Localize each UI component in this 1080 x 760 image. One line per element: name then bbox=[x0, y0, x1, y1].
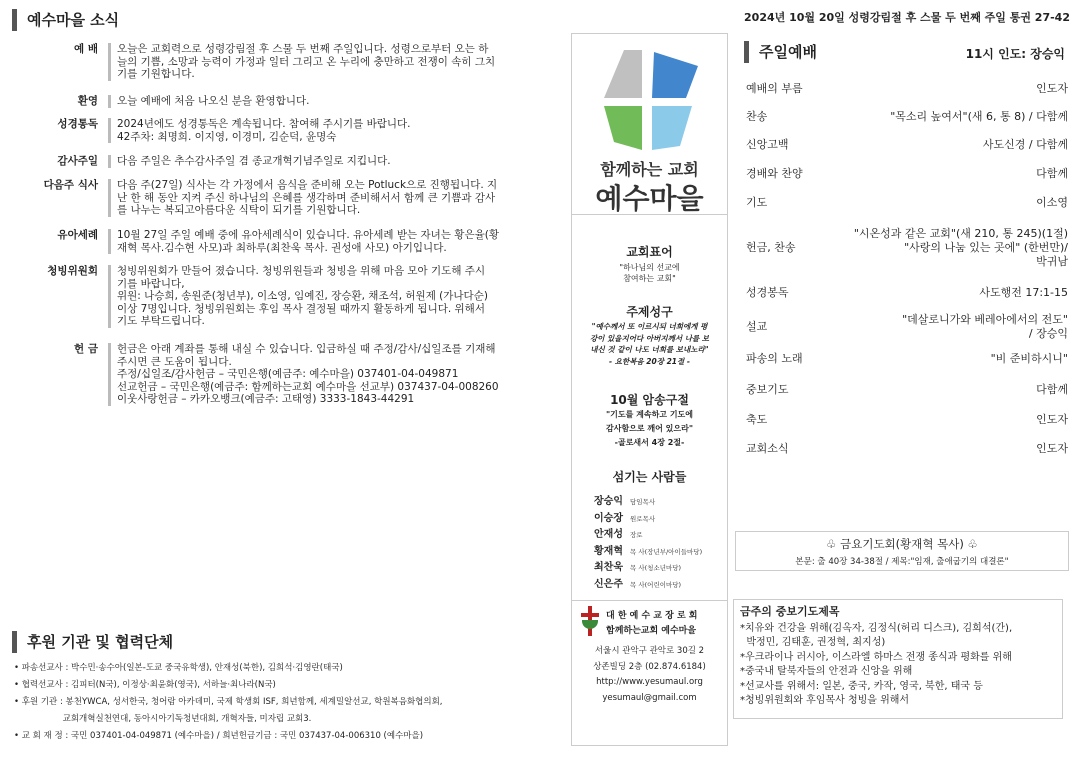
server-name: 이승장 bbox=[594, 512, 623, 524]
sponsors-list bbox=[14, 660, 554, 745]
worship-item: 성경봉독 bbox=[746, 286, 789, 299]
friday-title: ♧ 금요기도회(황재혁 목사) ♧ bbox=[826, 537, 978, 551]
news-label: 감사주일 bbox=[57, 155, 98, 167]
news-text: 오늘 예배에 처음 나오신 분을 환영합니다. bbox=[108, 95, 537, 108]
denomination-cross-icon bbox=[580, 606, 600, 636]
worship-row bbox=[746, 352, 1068, 366]
news-text: 2024년에도 성경통독은 계속됩니다. 참여해 주시기를 바랍니다. 42주차: 최명희. 이지영, 이경미, 김순덕, 윤명숙 bbox=[108, 118, 537, 143]
logo-shape-blue bbox=[652, 52, 698, 98]
motto-title: 교회표어 bbox=[626, 245, 673, 259]
worship-leader: 다함께 bbox=[1036, 383, 1068, 396]
worship-item: 기도 bbox=[746, 196, 768, 209]
prayer-item: *중국내 탈북자들의 안전과 신앙을 위해 bbox=[740, 666, 913, 677]
server-row bbox=[594, 492, 702, 509]
motto: "하나님의 선교에 참여하는 교회" bbox=[619, 263, 680, 283]
news-text: 다음 주일은 추수감사주일 겸 종교개혁기념주일로 지킵니다. bbox=[108, 155, 537, 168]
worship-time: 11시 인도: 장승익 bbox=[965, 47, 1065, 61]
prayer-list bbox=[740, 622, 1056, 709]
church-full-name: 함께하는교회 예수마을 bbox=[606, 626, 697, 636]
servers-title: 섬기는 사람들 bbox=[612, 470, 687, 484]
server-role: 담임목사 bbox=[630, 498, 656, 506]
server-name: 안재성 bbox=[594, 529, 623, 540]
worship-title: 주일예배 bbox=[744, 41, 817, 63]
worship-leader: "데살로니가와 베레아에서의 전도" / 장승익 bbox=[902, 313, 1068, 340]
prayer-item: 박정민, 김태훈, 권정혁, 최지성) bbox=[740, 637, 886, 648]
memory-title: 10월 암송구절 bbox=[610, 393, 689, 407]
news-text: 청빙위원회가 만들어 졌습니다. 청빙위원들과 청빙을 위해 마음 모아 기도해 주시 기를 바랍니다, 위원: 나승희, 송원준(청년부), 이소영, 임예진, 장승환, 채조석, 허원제 (가나다순) 이상 7명입니다. 청빙위원회는 후임 목사 결정될 때까지 활동하게 됩니다. 위해서 기도 부탁드립니다. bbox=[108, 265, 537, 328]
worship-item: 찬송 bbox=[746, 110, 768, 123]
church-address: 서울시 관악구 관악로 30길 2 상존빌딩 2층 (02.874.6184) http://www.yesumaul.org yesumaul@gmail.com bbox=[593, 646, 706, 703]
worship-leader: "목소리 높여서"(새 6, 통 8) / 다함께 bbox=[890, 110, 1068, 123]
news-text: 다음 주(27일) 식사는 각 가정에서 음식을 준비해 오는 Potluck으로 진행됩니다. 지 난 한 해 동안 지켜 주신 하나님의 은혜를 생각하며 준비해서서 함께 큰 기쁨과 감사 를 나누는 복되고아름다운 식탁이 되기를 기원합니다. bbox=[108, 179, 537, 217]
server-role: 장로 bbox=[630, 531, 643, 539]
worship-item: 파송의 노래 bbox=[746, 352, 803, 365]
worship-row bbox=[746, 167, 1068, 181]
news-text: 헌금은 아래 계좌를 통해 내실 수 있습니다. 입금하실 때 주정/감사/십일조를 기재해 주시면 큰 도움이 됩니다. 주정/십일조/감사헌금 – 국민은행(예금주: 예수마을) 037401-04-049871 선교헌금 – 국민은행(예금주: 함께하는교회 예수마을 선교부) 037437-04-008260 이웃사랑헌금 – 카카오뱅크(예금주: 고태영) 3333-1843-44291 bbox=[108, 343, 537, 406]
worship-row bbox=[746, 383, 1068, 397]
prayer-item: *선교사를 위해서: 일본, 중국, 카작, 영국, 북한, 태국 등 bbox=[740, 680, 983, 692]
sponsors-title: 후원 기관 및 협력단체 bbox=[12, 631, 173, 653]
server-row bbox=[594, 558, 702, 575]
memory-verse: "기도를 계속하고 기도에 감사함으로 깨어 있으라" -골로새서 4장 2절- bbox=[605, 410, 694, 447]
news-label: 성경통독 bbox=[57, 118, 98, 130]
worship-leader: 인도자 bbox=[1036, 442, 1068, 455]
sponsor-line: • 후원 기관 : 봉천YWCA, 성서한국, 청어람 아카데미, 국제 학생회 ISF, 희년함께, 세계밀알선교, 학원복음화협의회, bbox=[14, 697, 443, 707]
sponsor-line: • 협력선교사 : 김피터(N국), 이정상·최윤화(영국), 서하늘·최나라(N국) bbox=[14, 680, 276, 690]
prayer-item: *치유와 건강을 위해(김옥자, 김정식(허리 디스크), 김희석(간), bbox=[740, 622, 1013, 634]
news-text: 오늘은 교회력으로 성령강림절 후 스물 두 번째 주일입니다. 성령으로부터 오는 하 늘의 기쁨, 소망과 능력이 가정과 일터 그리고 온 누리에 충만하고 전쟁이 속히 그치 기를 기원합니다. bbox=[108, 43, 537, 81]
denomination: 대 한 예 수 교 장 로 회 bbox=[606, 611, 698, 621]
worship-leader: 사도신경 / 다함께 bbox=[982, 138, 1068, 151]
server-name: 최찬욱 bbox=[594, 562, 623, 573]
worship-item: 중보기도 bbox=[746, 383, 789, 396]
prayer-item: *우크라이나 러시아, 이스라엘 하마스 전쟁 종식과 평화를 위해 bbox=[740, 651, 1012, 663]
worship-item: 축도 bbox=[746, 413, 768, 426]
issue-line: 2024년 10월 20일 성령강림절 후 스물 두 번째 주일 통권 27-42 bbox=[744, 11, 1070, 24]
news-text: 10월 27일 주일 예배 중에 유아세례식이 있습니다. 유아세례 받는 자녀는 황은율(황 재혁 목사.김수현 사모)과 최하루(최찬욱 목사. 권성애 사모) 아기입니다. bbox=[108, 229, 537, 254]
server-role: 원로목사 bbox=[630, 514, 656, 523]
sponsor-line: • 파송선교사 : 박수민·송수아(일본-도쿄 중국유학생), 안재성(북한), 김희석·김영란(태국) bbox=[14, 663, 343, 673]
worship-row bbox=[746, 227, 1068, 269]
church-name: 예수마을 bbox=[595, 182, 704, 215]
worship-leader: "시온성과 같은 교회"(새 210, 통 245)(1절) "사랑의 나눔 있는 곳에" (한번만)/ 박귀남 bbox=[853, 227, 1068, 268]
server-name: 신은주 bbox=[594, 578, 623, 590]
theme-title: 주제성구 bbox=[626, 305, 673, 319]
worship-row bbox=[746, 313, 1068, 341]
worship-item: 경배와 찬양 bbox=[746, 167, 803, 180]
friday-text: 본문: 출 40장 34-38절 / 제목:"임재, 출애굽기의 대결론" bbox=[795, 557, 1009, 567]
prayer-box bbox=[733, 599, 1063, 719]
worship-row bbox=[746, 110, 1068, 124]
worship-row bbox=[746, 286, 1068, 300]
logo-shape-green bbox=[604, 106, 642, 150]
server-name: 황재혁 bbox=[594, 545, 623, 557]
worship-item: 교회소식 bbox=[746, 442, 789, 455]
servers-list bbox=[594, 492, 702, 591]
news-title: 예수마을 소식 bbox=[12, 9, 119, 31]
church-subtitle: 함께하는 교회 bbox=[600, 160, 699, 179]
news-label: 예 배 bbox=[74, 43, 98, 55]
worship-leader: 인도자 bbox=[1036, 413, 1068, 426]
news-label: 헌 금 bbox=[74, 343, 98, 355]
worship-leader: 다함께 bbox=[1036, 167, 1068, 180]
worship-leader: 이소영 bbox=[1036, 196, 1068, 209]
church-logo bbox=[594, 46, 706, 154]
worship-item: 신앙고백 bbox=[746, 138, 789, 151]
server-row bbox=[594, 542, 702, 559]
worship-row bbox=[746, 138, 1068, 152]
logo-shape-gray bbox=[604, 50, 642, 98]
server-role: 목 사(청소년마당) bbox=[630, 564, 682, 572]
sponsor-line: 교회개혁실천연대, 동아시아기독청년대회, 개혁자들, 미자립 교회3. bbox=[14, 714, 312, 724]
worship-leader: 사도행전 17:1-15 bbox=[979, 286, 1068, 299]
worship-row bbox=[746, 413, 1068, 427]
worship-leader: "비 준비하시니" bbox=[990, 352, 1068, 365]
worship-item: 설교 bbox=[746, 320, 768, 333]
worship-row bbox=[746, 196, 1068, 210]
server-name: 장승익 bbox=[594, 496, 623, 507]
server-row bbox=[594, 509, 702, 526]
server-role: 목 사(장년부/아이들마당) bbox=[630, 547, 703, 556]
worship-item: 헌금, 찬송 bbox=[746, 241, 796, 254]
logo-shape-lightblue bbox=[652, 106, 692, 150]
worship-row bbox=[746, 442, 1068, 456]
sponsor-line: • 교 회 재 정 : 국민 037401-04-049871 (예수마을) / 희년헌금기금 : 국민 037437-04-006310 (예수마을) bbox=[14, 731, 424, 741]
friday-prayer-box bbox=[735, 531, 1069, 571]
server-role: 목 사(어린이마당) bbox=[630, 580, 682, 589]
server-row bbox=[594, 525, 702, 542]
news-label: 청빙위원회 bbox=[47, 265, 98, 277]
theme-verse: "예수께서 또 이르시되 너희에게 평 강이 있을지어다 아버지께서 나를 보 내신 것 같이 나도 너희를 보내노라" - 요한복음 20장 21절 - bbox=[589, 322, 710, 366]
worship-row bbox=[746, 82, 1068, 96]
prayer-item: *청빙위원회와 후임목사 청빙을 위해서 bbox=[740, 695, 910, 706]
news-label: 환영 bbox=[77, 95, 98, 107]
worship-leader: 인도자 bbox=[1036, 82, 1068, 95]
news-label: 다음주 식사 bbox=[43, 179, 98, 191]
worship-item: 예배의 부름 bbox=[746, 82, 803, 95]
prayer-title: 금주의 중보기도제목 bbox=[740, 605, 840, 618]
server-row bbox=[594, 575, 702, 592]
church-info-column bbox=[571, 33, 728, 746]
news-label: 유아세례 bbox=[57, 229, 98, 241]
